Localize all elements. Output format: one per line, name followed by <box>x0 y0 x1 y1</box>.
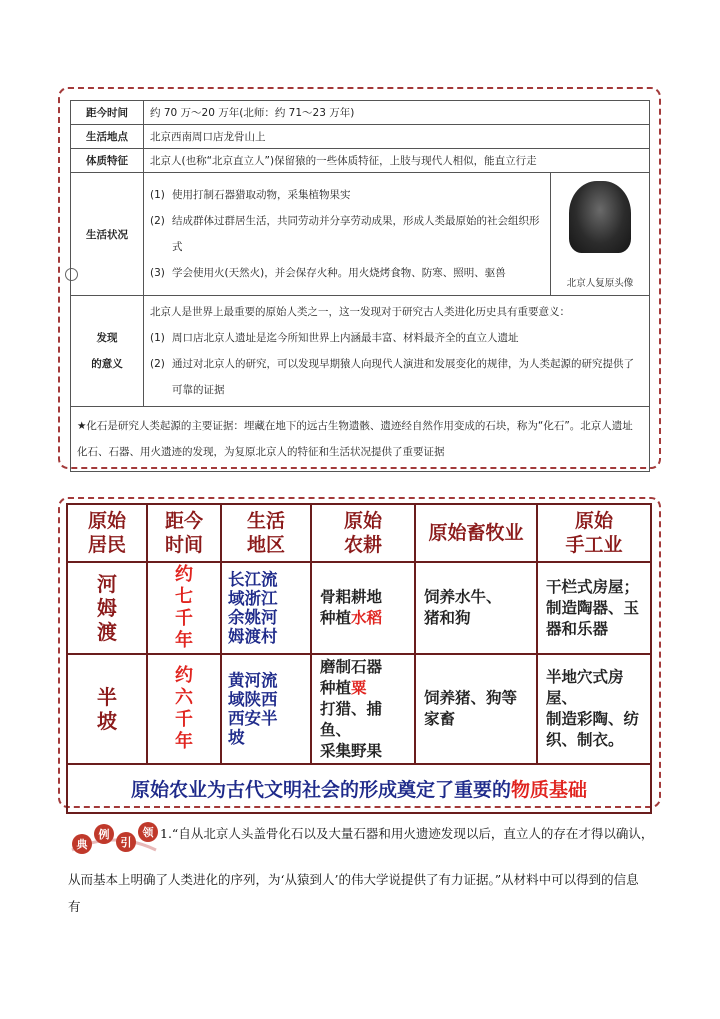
body-label: 体质特征 <box>71 149 144 173</box>
list-item: (1) 使用打制石器猎取动物，采集植物果实 <box>150 189 351 201</box>
peking-man-bust-image <box>569 181 631 253</box>
portrait-caption: 北京人复原头像 <box>566 278 634 289</box>
conclusion: 原始农业为古代文明社会的形成奠定了重要的物质基础 <box>67 764 651 813</box>
resident-time: 约 七 千 年 <box>147 562 221 654</box>
resident-livestock: 饲养水牛、 猪和狗 <box>415 562 537 654</box>
header-time: 距今 时间 <box>147 504 221 562</box>
example-lead-badge <box>68 822 160 856</box>
meaning-label: 发现 的意义 <box>71 296 144 407</box>
table-row <box>71 101 650 125</box>
table-row <box>71 296 650 407</box>
badge-char: 典 <box>76 838 88 851</box>
crop-highlight: 粟 <box>351 678 367 697</box>
header-farming: 原始 农耕 <box>311 504 415 562</box>
table-row <box>71 407 650 472</box>
crop-highlight: 水稻 <box>351 609 383 627</box>
portrait-cell <box>551 173 650 296</box>
peking-man-table <box>70 100 650 472</box>
list-item: (3) 学会使用火(天然火)，并会保存火种。用火烧烤食物、防寒、照明、驱兽 <box>150 267 506 279</box>
time-label: 距今时间 <box>71 101 144 125</box>
conclusion-highlight: 物质基础 <box>511 779 588 801</box>
header-region: 生活 地区 <box>221 504 311 562</box>
resident-area: 黄河流 域陕西 西安半 坡 <box>221 654 311 764</box>
list-item: (2) 结成群体过群居生活，共同劳动并分享劳动成果，形成人类最原始的社会组织形式 <box>150 215 540 253</box>
table-row <box>71 173 650 296</box>
resident-time: 约 六 千 年 <box>147 654 221 764</box>
list-item: (2) 通过对北京人的研究，可以发现早期猿人向现代人演进和发展变化的规律，为人类起源的研究提供了可靠的证据 <box>150 358 634 396</box>
resident-livestock: 饲养猪、狗等 家畜 <box>415 654 537 764</box>
resident-craft: 半地穴式房屋、 制造彩陶、纺 织、制衣。 <box>537 654 651 764</box>
resident-name: 半 坡 <box>67 654 147 764</box>
primitive-settlements-table <box>66 503 652 814</box>
place-label: 生活地点 <box>71 125 144 149</box>
meaning-intro: 北京人是世界上最重要的原始人类之一，这一发现对于研究古人类进化历史具有重要意义： <box>150 306 570 318</box>
question-line-3: 有 <box>68 899 81 914</box>
life-list <box>144 173 551 296</box>
resident-farming: 磨制石器 种植粟 打猎、捕鱼、 采集野果 <box>311 654 415 764</box>
question-line-2: 从而基本上明确了人类进化的序列，为‘从猿到人’的伟大学说提供了有力证据。”从材料中可以得到的信息 <box>68 872 639 887</box>
badge-char: 领 <box>142 826 154 839</box>
table-row <box>67 562 651 654</box>
header-residents: 原始 居民 <box>67 504 147 562</box>
resident-craft: 干栏式房屋； 制造陶器、玉 器和乐器 <box>537 562 651 654</box>
question-line-1: 1.“自从北京人头盖骨化石以及大量石器和用火遗迹发现以后，直立人的存在才得以确认， <box>160 826 654 841</box>
fossil-note: ★化石是研究人类起源的主要证据：埋藏在地下的远古生物遗骸、遗迹经自然作用变成的石块，称为“化石”。北京人遗址化石、石器、用火遗迹的发现，为复原北京人的特征和生活状况提供了重要证据 <box>71 407 650 472</box>
table-row <box>71 149 650 173</box>
resident-name: 河 姆 渡 <box>67 562 147 654</box>
badge-char: 引 <box>120 836 132 849</box>
life-label: 生活状况 <box>71 173 144 296</box>
place-value: 北京西南周口店龙骨山上 <box>144 125 650 149</box>
header-row <box>67 504 651 562</box>
resident-area: 长江流 域浙江 余姚河 姆渡村 <box>221 562 311 654</box>
badge-char: 例 <box>98 828 110 841</box>
conclusion-row <box>67 764 651 813</box>
table-row <box>71 125 650 149</box>
time-value: 约 70 万～20 万年(北师：约 71～23 万年) <box>144 101 650 125</box>
list-item: (1) 周口店北京人遗址是迄今所知世界上内涵最丰富、材料最齐全的直立人遗址 <box>150 332 519 344</box>
header-livestock: 原始畜牧业 <box>415 504 537 562</box>
table-row <box>67 654 651 764</box>
body-value: 北京人(也称“北京直立人”)保留猿的一些体质特征，上肢与现代人相似，能直立行走 <box>144 149 650 173</box>
meaning-list <box>144 296 650 407</box>
header-craft: 原始 手工业 <box>537 504 651 562</box>
resident-farming: 骨耜耕地 种植水稻 <box>311 562 415 654</box>
